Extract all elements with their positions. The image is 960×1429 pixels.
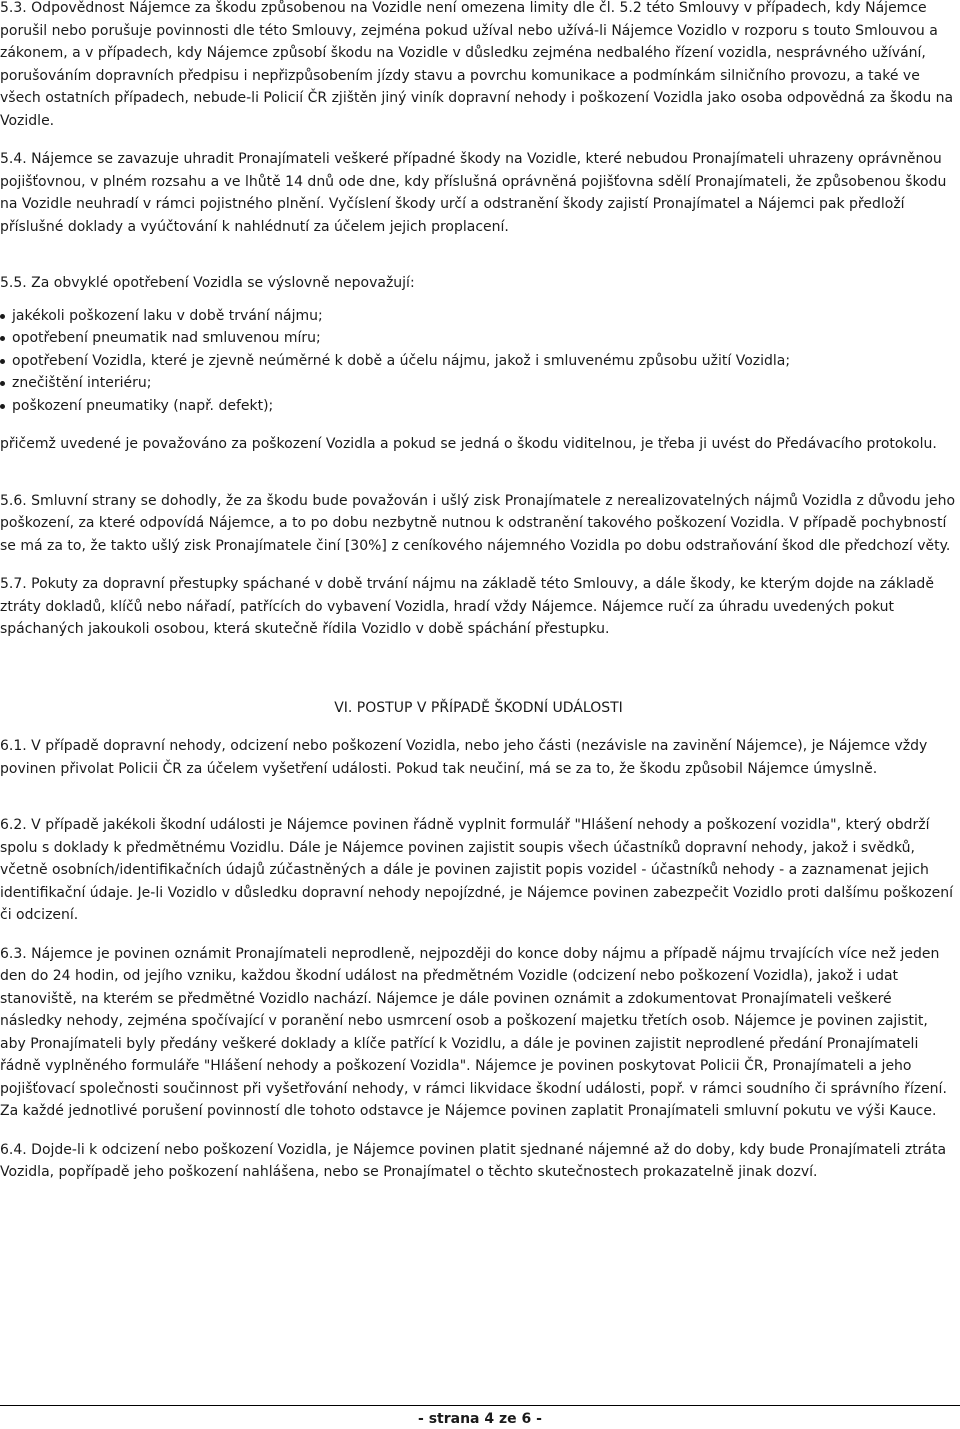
section-heading: VI. POSTUP V PŘÍPADĚ ŠKODNÍ UDÁLOSTI	[334, 699, 623, 716]
page-number: - strana 4 ze 6 -	[418, 1411, 542, 1427]
clause-6-2: 6.2. V případě jakékoli škodní události je Nájemce povinen řádně vyplnit formulář "Hlášení nehody a poškození vozidla", který obdrží spolu s doklady k předmětnému Vozidlu. Dále je Nájemce povinen zajistit soupis všech účastníků dopravní nehody, jakož i svědků, včetně osobních/identifikačních údajů zúčastněných a dále je povinen zajistit popis vozidel - účastníků nehody - a zaznamenat jejich identifikační údaje. Je-li Vozidlo v důsledku dopravní nehody nepojízdné, je Nájemce povinen zabezpečit Vozidlo proti dalšímu poškození či odcizení.	[0, 817, 954, 923]
list-item: jakékoli poškození laku v době trvání nájmu;	[0, 305, 957, 328]
list-item: opotřebení pneumatik nad smluvenou míru;	[0, 327, 957, 350]
clause-6-1: 6.1. V případě dopravní nehody, odcizení nebo poškození Vozidla, nebo jeho části (nezávisle na zavinění Nájemce), je Nájemce vždy povinen přivolat Policii ČR za účelem vyšetření události. Pokud tak neučiní, má se za to, že škodu způsobil Nájemce úmyslně.	[0, 738, 928, 777]
clause-5-4: 5.4. Nájemce se zavazuje uhradit Pronajímateli veškeré případné škody na Vozidle, které nebudou Pronajímateli uhrazeny oprávněnou pojišťovnou, v plném rozsahu a ve lhůtě 14 dnů ode dne, kdy příslušná oprávněná pojišťovna sdělí Pronajímateli, že způsobenou škodu na Vozidle neuhradí v rámci pojistného plnění. Vyčíslení škody určí a odstranění škody zajistí Pronajímatel a Nájemci pak předloží příslušné doklady a vyúčtování k nahlédnutí za účelem jejich proplacení.	[0, 151, 947, 235]
clause-5-5: 5.5. Za obvyklé opotřebení Vozidla se výslovně nepovažují:	[0, 275, 415, 291]
wear-exclusions-list	[0, 305, 957, 418]
clause-5-3: 5.3. Odpovědnost Nájemce za škodu způsobenou na Vozidle není omezena limity dle čl. 5.2 této Smlouvy v případech, kdy Nájemce porušil nebo porušuje povinnosti dle této Smlouvy, zejména pokud užíval nebo užívá-li Nájemce Vozidlo v rozporu s touto Smlouvou a zákonem, a v případech, kdy Nájemce způsobí škodu na Vozidle v důsledku zejména nedbalého řízení vozidla, nesprávného užívání, porušováním dopravních předpisu i nepřizpůsobením jízdy stavu a povrchu komunikace a podmínkám silničního provozu, a také ve všech ostatních případech, nebude-li Policií ČR zjištěn jiný viník dopravní nehody i poškození Vozidla jako osoba odpovědná za škodu na Vozidle.	[0, 0, 954, 129]
list-item: znečištění interiéru;	[0, 372, 957, 395]
clause-6-3: 6.3. Nájemce je povinen oznámit Pronajímateli neprodleně, nejpozději do konce doby nájmu a případě nájmu trvajících více než jeden den do 24 hodin, od jejího vzniku, každou škodní událost na předmětném Vozidle (odcizení nebo poškození Vozidla), jakož i udat stanoviště, na kterém se předmětné Vozidlo nachází. Nájemce je dále povinen oznámit a zdokumentovat Pronajímateli veškeré následky nehody, zejména spočívající v poranění nebo usmrcení osob a poškození majetku třetích osob. Nájemce je povinen zajistit, aby Pronajímateli byly předány veškeré doklady a klíče patřící k Vozidlu, a dále je povinen zajistit neprodlené předání Pronajímateli řádně vyplněného formuláře "Hlášení nehody a poškození Vozidla". Nájemce je povinen poskytovat Policii ČR, Pronajímateli a jeho pojišťovací společnosti součinnost při vyšetřování nehody, v rámci likvidace škodní události, popř. v rámci soudního či správního řízení. Za každé jednotlivé porušení povinností dle tohoto odstavce je Nájemce povinen zaplatit Pronajímateli smluvní pokutu ve výši Kauce.	[0, 945, 947, 1119]
clause-5-5-conclusion: přičemž uvedené je považováno za poškození Vozidla a pokud se jedná o škodu viditelnou, je třeba ji uvést do Předávacího protokolu.	[0, 436, 937, 452]
clause-5-6: 5.6. Smluvní strany se dohodly, že za škodu bude považován i ušlý zisk Pronajímatele z nerealizovatelných nájmů Vozidla z důvodu jeho poškození, za které odpovídá Nájemce, a to po dobu nezbytně nutnou k odstranění takového poškození Vozidla. V případě pochybností se má za to, že takto ušlý zisk Pronajímatele činí [30%] z ceníkového nájemného Vozidla po dobu odstraňování škod dle předchozí věty.	[0, 492, 956, 554]
list-item: opotřebení Vozidla, které je zjevně neúměrné k době a účelu nájmu, jakož i smluvenému způsobu užití Vozidla;	[0, 350, 957, 373]
clause-5-7: 5.7. Pokuty za dopravní přestupky spáchané v době trvání nájmu na základě této Smlouvy, a dále škody, ke kterým dojde na základě ztráty dokladů, klíčů nebo nářadí, patřících do vybavení Vozidla, hradí vždy Nájemce. Nájemce ručí za úhradu uvedených pokut spáchaných jakoukoli osobou, která skutečně řídila Vozidlo v době spáchání přestupku.	[0, 576, 934, 637]
clause-6-4: 6.4. Dojde-li k odcizení nebo poškození Vozidla, je Nájemce povinen platit sjednané nájemné až do doby, kdy bude Pronajímateli ztráta Vozidla, popřípadě jeho poškození nahlášena, nebo se Pronajímatel o těchto skutečnostech prokazatelně jinak dozví.	[0, 1141, 947, 1180]
footer-divider	[0, 1405, 960, 1406]
list-item: poškození pneumatiky (např. defekt);	[0, 395, 957, 418]
